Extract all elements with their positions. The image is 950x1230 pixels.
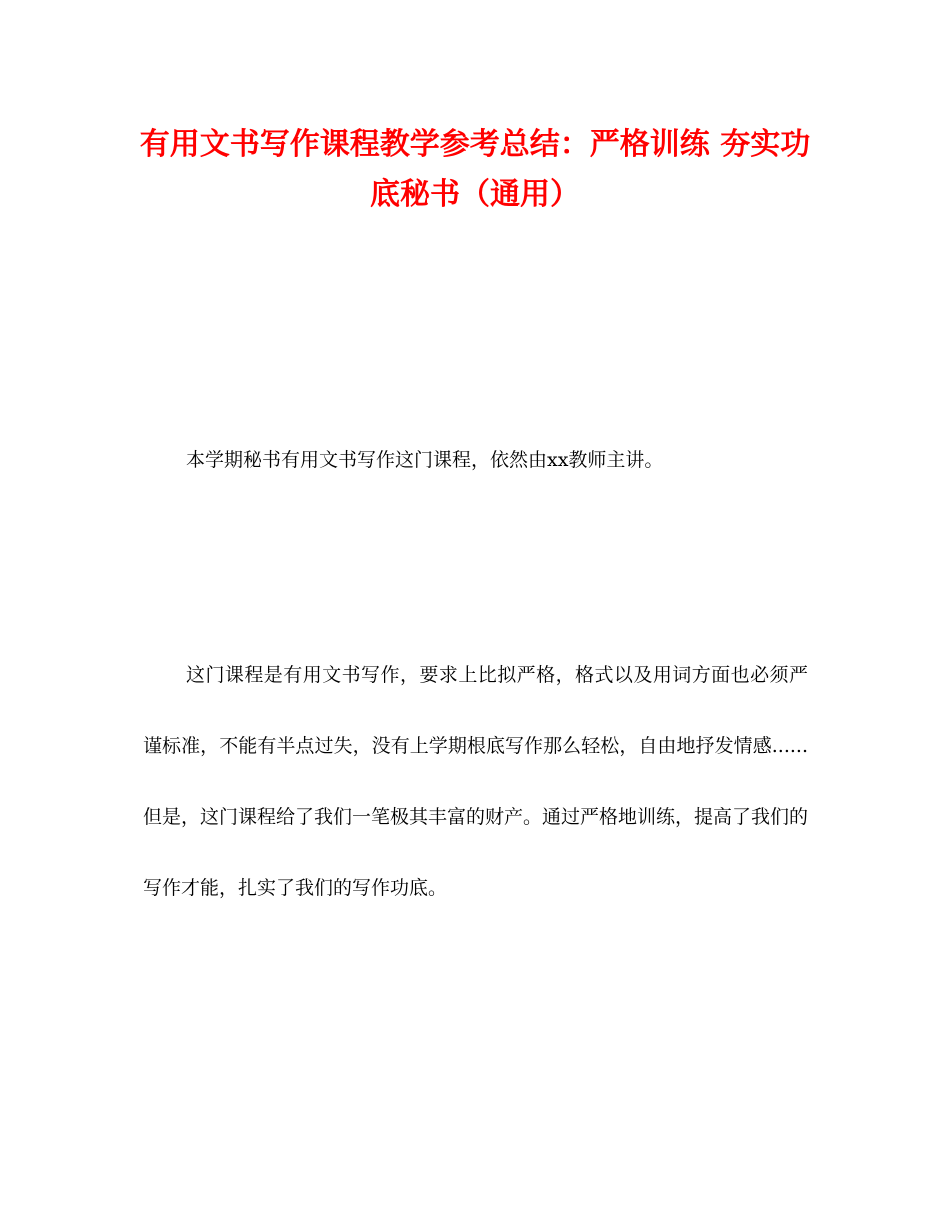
document-title: 有用文书写作课程教学参考总结：严格训练 夯实功底秘书（通用） [139, 127, 811, 212]
paragraph-1: 本学期秘书有用文书写作这门课程，依然由xx教师主讲。 [186, 449, 664, 471]
paragraph-2: 这门课程是有用文书写作，要求上比拟严格，格式以及用词方面也必须严谨标准，不能有半点过失，没有上学期根底写作那么轻松，自由地抒发情感......但是，这门课程给了我们一笔极其丰富的财产。通过严格地训练，提高了我们的写作才能，扎实了我们的写作功底。 [143, 664, 809, 899]
